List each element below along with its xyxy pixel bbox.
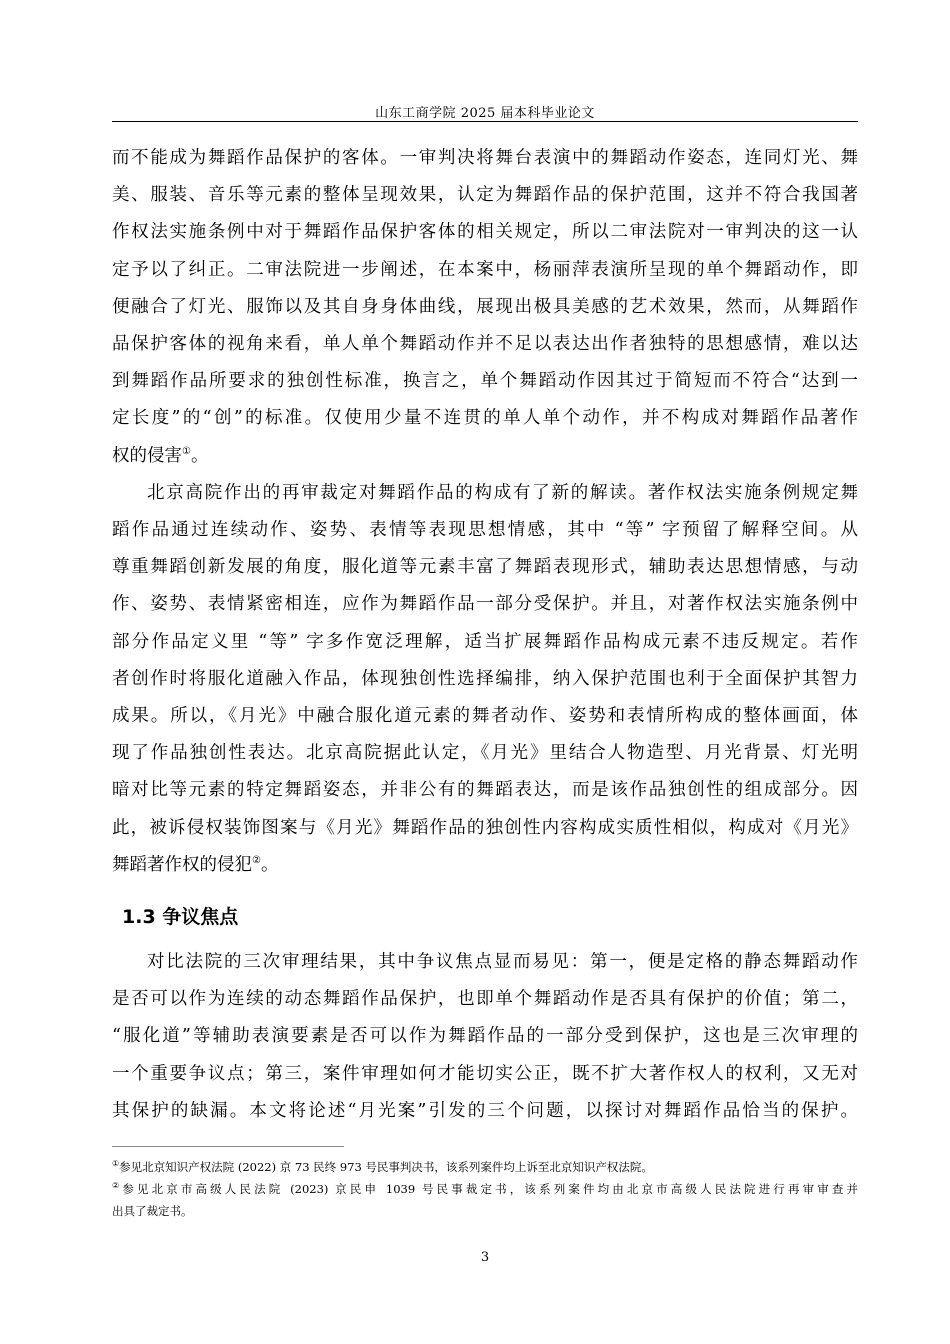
text-line: “服化道”等辅助表演要素是否可以作为舞蹈作品的一部分受到保护，这也是三次审理的 <box>112 1026 858 1047</box>
footnotes <box>112 1156 858 1222</box>
text-line: 是否可以作为连续的动态舞蹈作品保护，也即单个舞蹈动作是否具有保护的价值；第二， <box>112 989 858 1010</box>
footnote-ref-2[interactable]: ② <box>252 854 261 866</box>
text-line: 部分作品定义里 “等” 字多作宽泛理解，适当扩展舞蹈作品构成元素不违反规定。若作 <box>112 631 858 652</box>
footnote-ref-1[interactable]: ① <box>182 445 191 457</box>
text-line: 对比法院的三次审理结果，其中争议焦点显而易见：第一，便是定格的静态舞蹈动作 <box>147 952 858 972</box>
footnote-1 <box>112 1156 858 1178</box>
text-line: 到舞蹈作品所要求的独创性标准，换言之，单个舞蹈动作因其过于简短而不符合“达到一 <box>112 371 858 392</box>
text-line: 蹈作品通过连续动作、姿势、表情等表现思想情感，其中 “等” 字预留了解释空间。从 <box>112 520 858 541</box>
footnote-separator <box>112 1146 344 1147</box>
text-line: 尊重舞蹈创新发展的角度，服化道等元素丰富了舞蹈表现形式，辅助表达思想情感，与动 <box>112 557 858 578</box>
text-line: 一个重要争议点；第三，案件审理如何才能切实公正，既不扩大著作权人的权利，又无对 <box>112 1063 858 1084</box>
footnote-2 <box>112 1178 858 1200</box>
text-line-last <box>112 438 858 475</box>
text-line: 定长度”的“创”的标准。仅使用少量不连贯的单人单个动作，并不构成对舞蹈作品著作 <box>112 408 858 429</box>
text-line: 者创作时将服化道融入作品，体现独创性选择编排，纳入保护范围也利于全面保护其智力 <box>112 668 858 689</box>
running-header: 山东工商学院 2025 届本科毕业论文 <box>375 106 595 121</box>
text-line: 定予以了纠正。二审法院进一步阐述，在本案中，杨丽萍表演所呈现的单个舞蹈动作，即 <box>112 259 858 280</box>
text-line: 而不能成为舞蹈作品保护的客体。一审判决将舞台表演中的舞蹈动作姿态，连同灯光、舞 <box>112 148 858 168</box>
paragraph-3 <box>112 944 858 1130</box>
footnote-mark: ① <box>112 1159 120 1168</box>
footnote-mark: ② <box>112 1181 123 1190</box>
text-line: 作权法实施条例中对于舞蹈作品保护客体的相关规定，所以二审法院对一审判决的这一认 <box>112 222 858 243</box>
text-line: 北京高院作出的再审裁定对舞蹈作品的构成有了新的解读。著作权法实施条例规定舞 <box>147 482 858 503</box>
header-rule <box>112 121 858 122</box>
footnote-text: 参见北京知识产权法院 (2022) 京 73 民终 973 号民事判决书，该系列案件均上诉至北京知识产权法院。 <box>119 1160 653 1174</box>
text-line: 便融合了灯光、服饰以及其自身身体曲线，展现出极具美感的艺术效果，然而，从舞蹈作 <box>112 296 858 317</box>
text-line-last <box>112 847 858 884</box>
text-line: 现了作品独创性表达。北京高院据此认定，《月光》里结合人物造型、月光背景、灯光明 <box>112 743 858 764</box>
paragraph-1 <box>112 140 858 884</box>
text-fragment: 。 <box>190 445 209 466</box>
text-line: 美、服装、音乐等元素的整体呈现效果，认定为舞蹈作品的保护范围，这并不符合我国著 <box>112 185 858 206</box>
text-line: 成果。所以，《月光》中融合服化道元素的舞者动作、姿势和表情所构成的整体画面，体 <box>112 706 858 727</box>
page-number: 3 <box>480 1250 490 1265</box>
text-line: 其保护的缺漏。本文将论述“月光案”引发的三个问题，以探讨对舞蹈作品恰当的保护。 <box>112 1100 858 1121</box>
text-line: 作、姿势、表情紧密相连，应作为舞蹈作品一部分受保护。并且，对著作权法实施条例中 <box>112 594 858 615</box>
section-heading: 1.3 争议焦点 <box>122 906 239 928</box>
footnote-2-cont: 出具了裁定书。 <box>112 1204 193 1218</box>
text-line: 暗对比等元素的特定舞蹈姿态，并非公有的舞蹈表达，而是该作品独创性的组成部分。因 <box>112 780 858 801</box>
footnote-text: 参见北京市高级人民法院 (2023) 京民申 1039 号民事裁定书，该系列案件均由北京市高级人民法院进行再审审查并 <box>122 1182 858 1196</box>
text-fragment: 。 <box>260 854 279 875</box>
text-line: 品保护客体的视角来看，单人单个舞蹈动作并不足以表达出作者独特的思想感情，难以达 <box>112 334 858 355</box>
text-fragment: 权的侵害 <box>112 445 182 466</box>
text-fragment: 舞蹈著作权的侵犯 <box>112 854 252 875</box>
text-line: 此，被诉侵权装饰图案与《月光》舞蹈作品的独创性内容构成实质性相似，构成对《月光》 <box>112 817 858 838</box>
